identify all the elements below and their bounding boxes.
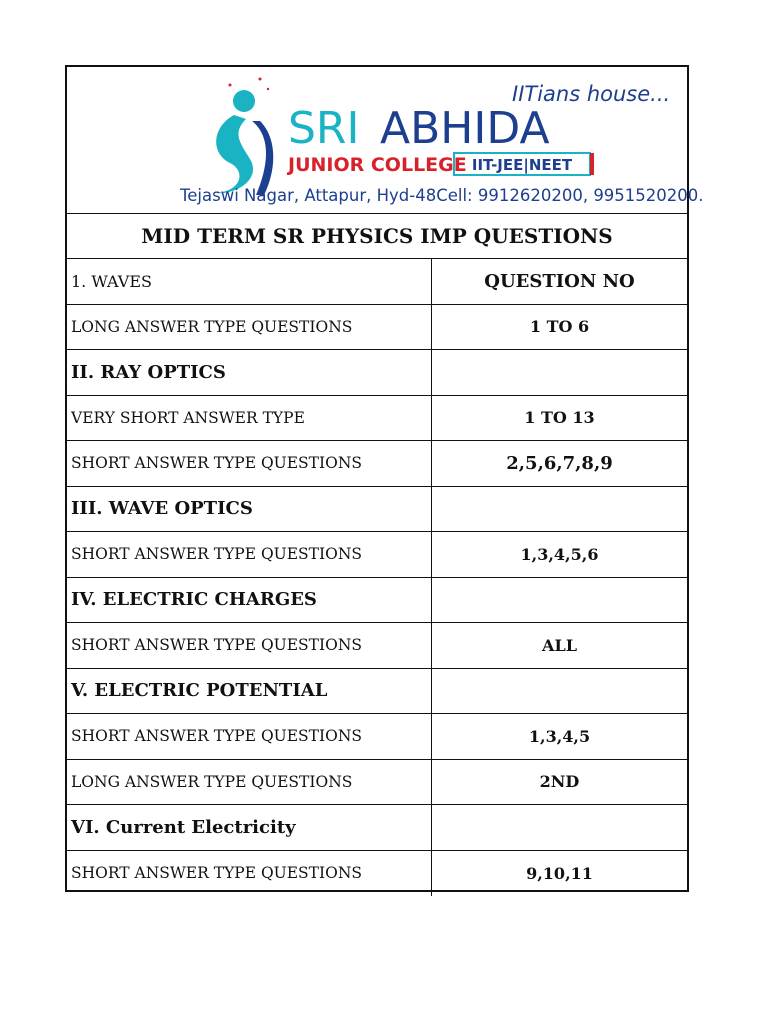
question-row bbox=[67, 396, 687, 442]
logo-tagline: IITians house... bbox=[512, 82, 671, 106]
section-row bbox=[67, 805, 687, 851]
question-row bbox=[67, 851, 687, 897]
question-numbers bbox=[432, 578, 687, 623]
question-numbers bbox=[432, 669, 687, 714]
question-type: VERY SHORT ANSWER TYPE bbox=[67, 396, 432, 441]
question-type: LONG ANSWER TYPE QUESTIONS bbox=[67, 760, 432, 805]
section-title: IV. ELECTRIC CHARGES bbox=[67, 578, 432, 623]
question-numbers bbox=[432, 350, 687, 395]
question-row bbox=[67, 623, 687, 669]
question-numbers: ALL bbox=[542, 635, 577, 655]
section-title: III. WAVE OPTICS bbox=[67, 487, 432, 532]
question-numbers bbox=[432, 487, 687, 532]
logo-address: Tejaswi Nagar, Attapur, Hyd-48Cell: 9912620200, 9951520200. bbox=[180, 186, 704, 205]
question-numbers bbox=[432, 805, 687, 850]
page-title: MID TERM SR PHYSICS IMP QUESTIONS bbox=[67, 214, 687, 259]
question-table bbox=[65, 65, 704, 892]
question-rows bbox=[67, 259, 687, 896]
question-row bbox=[67, 532, 687, 578]
question-type: SHORT ANSWER TYPE QUESTIONS bbox=[67, 714, 432, 759]
question-type: SHORT ANSWER TYPE QUESTIONS bbox=[67, 623, 432, 668]
question-type: SHORT ANSWER TYPE QUESTIONS bbox=[67, 441, 432, 486]
logo-name-part2: ABHIDA bbox=[380, 103, 550, 154]
section-row bbox=[67, 350, 687, 396]
question-numbers: 1 TO 6 bbox=[529, 317, 590, 337]
question-type: LONG ANSWER TYPE QUESTIONS bbox=[67, 305, 432, 350]
question-numbers: QUESTION NO bbox=[484, 270, 635, 292]
college-logo bbox=[172, 67, 704, 211]
question-numbers: 1,3,4,5,6 bbox=[520, 544, 599, 564]
section-row bbox=[67, 578, 687, 624]
logo-badge: IIT-JEE|NEET bbox=[471, 156, 573, 174]
logo-college: JUNIOR COLLEGE bbox=[288, 154, 467, 176]
question-row bbox=[67, 305, 687, 351]
section-title: VI. Current Electricity bbox=[67, 805, 432, 850]
question-type: SHORT ANSWER TYPE QUESTIONS bbox=[67, 532, 432, 577]
logo-name-part1: SRI bbox=[288, 103, 360, 154]
question-numbers: 2ND bbox=[539, 772, 580, 792]
question-type: SHORT ANSWER TYPE QUESTIONS bbox=[67, 851, 432, 897]
question-numbers: 2,5,6,7,8,9 bbox=[506, 452, 613, 474]
question-numbers: 9,10,11 bbox=[526, 863, 593, 883]
section-row bbox=[67, 487, 687, 533]
section-title: II. RAY OPTICS bbox=[67, 350, 432, 395]
section-title: 1. WAVES bbox=[67, 259, 432, 304]
header-row bbox=[67, 259, 687, 305]
question-row bbox=[67, 714, 687, 760]
question-row bbox=[67, 441, 687, 487]
section-title: V. ELECTRIC POTENTIAL bbox=[67, 669, 432, 714]
question-row bbox=[67, 760, 687, 806]
question-numbers: 1,3,4,5 bbox=[528, 726, 591, 746]
section-row bbox=[67, 669, 687, 715]
logo-figure-icon bbox=[216, 78, 273, 196]
question-numbers: 1 TO 13 bbox=[524, 408, 595, 428]
logo-header bbox=[67, 67, 704, 214]
